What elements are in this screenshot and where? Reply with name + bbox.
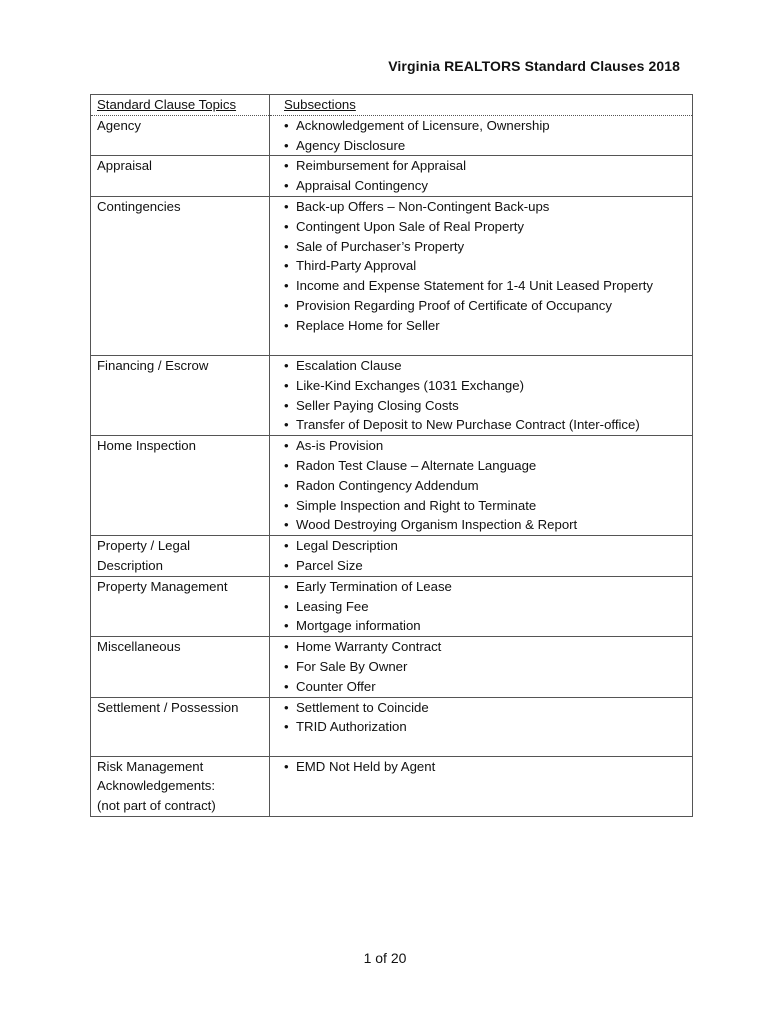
table-row — [91, 156, 693, 197]
subsection-list — [276, 577, 686, 636]
topic-risk-management-line-3: (not part of contract) — [97, 798, 216, 814]
list-item: • For Sale By Owner — [284, 657, 686, 677]
topic-cell — [91, 115, 270, 156]
table-row — [91, 436, 693, 536]
table-row — [91, 355, 693, 435]
page-number: 1 of 20 — [363, 950, 407, 966]
subsection-list — [276, 156, 686, 196]
table-row — [91, 756, 693, 816]
list-item: • Legal Description — [284, 536, 686, 556]
list-item: • Radon Test Clause – Alternate Language — [284, 456, 686, 476]
table-row — [91, 576, 693, 636]
topic-cell — [91, 637, 270, 697]
list-item: • Acknowledgement of Licensure, Ownership — [284, 116, 686, 136]
topic-home-inspection: Home Inspection — [97, 438, 196, 454]
list-item: • Settlement to Coincide — [284, 698, 686, 718]
topic-cell — [91, 196, 270, 355]
topic-risk-management-line-1: Risk Management — [97, 758, 204, 774]
topic-cell — [91, 156, 270, 197]
subsections-cell — [270, 536, 693, 577]
subsection-list — [276, 436, 686, 535]
table-row — [91, 115, 693, 156]
topic-settlement-possession: Settlement / Possession — [97, 699, 239, 715]
list-item: • As-is Provision — [284, 436, 686, 456]
list-item: • Early Termination of Lease — [284, 577, 686, 597]
subsection-list — [276, 356, 686, 435]
list-item: • Sale of Purchaser’s Property — [284, 237, 686, 257]
subsection-list — [276, 536, 686, 576]
subsections-cell — [270, 637, 693, 697]
list-item: • Radon Contingency Addendum — [284, 476, 686, 496]
list-item: • Seller Paying Closing Costs — [284, 396, 686, 416]
list-item: • Home Warranty Contract — [284, 637, 686, 657]
topic-appraisal: Appraisal — [97, 158, 152, 174]
list-item: • Parcel Size — [284, 556, 686, 576]
subsections-cell — [270, 756, 693, 816]
topic-miscellaneous: Miscellaneous — [97, 639, 181, 655]
list-item: • Provision Regarding Proof of Certificate of Occupancy — [284, 296, 686, 316]
list-item: • Third-Party Approval — [284, 256, 686, 276]
list-item: • TRID Authorization — [284, 717, 686, 737]
table-row — [91, 637, 693, 697]
list-item: • Transfer of Deposit to New Purchase Contract (Inter-office) — [284, 415, 686, 435]
subsections-cell — [270, 355, 693, 435]
subsection-list — [276, 698, 686, 738]
topic-contingencies: Contingencies — [97, 198, 181, 214]
subsection-list — [276, 637, 686, 696]
list-item: • Replace Home for Seller — [284, 316, 686, 336]
topic-property-legal-line-1: Property / Legal — [97, 538, 191, 554]
document-title: Virginia REALTORS Standard Clauses 2018 — [388, 58, 680, 74]
subsections-cell — [270, 156, 693, 197]
subsections-cell — [270, 576, 693, 636]
list-item: • Counter Offer — [284, 677, 686, 697]
subsection-list — [276, 757, 686, 777]
topic-cell — [91, 576, 270, 636]
topic-cell — [91, 436, 270, 536]
list-item: • Leasing Fee — [284, 597, 686, 617]
column-header-subsections: Subsections — [270, 95, 693, 116]
list-item: • Escalation Clause — [284, 356, 686, 376]
list-item: • Agency Disclosure — [284, 136, 686, 156]
table-row — [91, 536, 693, 577]
topic-cell — [91, 536, 270, 577]
topic-agency: Agency — [97, 117, 141, 133]
topic-cell — [91, 697, 270, 756]
subsection-list — [276, 116, 686, 156]
list-item: • Wood Destroying Organism Inspection & Report — [284, 515, 686, 535]
topic-cell — [91, 756, 270, 816]
table-row — [91, 697, 693, 756]
subsections-cell — [270, 697, 693, 756]
clauses-table — [90, 94, 693, 817]
topic-financing-escrow: Financing / Escrow — [97, 357, 209, 373]
list-item: • Like-Kind Exchanges (1031 Exchange) — [284, 376, 686, 396]
subsection-list — [276, 197, 686, 336]
list-item: • Simple Inspection and Right to Terminate — [284, 496, 686, 516]
list-item: • Reimbursement for Appraisal — [284, 156, 686, 176]
list-item: • Mortgage information — [284, 616, 686, 636]
subsections-cell — [270, 196, 693, 355]
list-item: • EMD Not Held by Agent — [284, 757, 686, 777]
subsections-cell — [270, 115, 693, 156]
list-item: • Back-up Offers – Non-Contingent Back-ups — [284, 197, 686, 217]
subsections-cell — [270, 436, 693, 536]
table-header-row — [91, 95, 693, 116]
topic-property-management: Property Management — [97, 578, 228, 594]
list-item: • Income and Expense Statement for 1-4 Unit Leased Property — [284, 276, 686, 296]
list-item: • Contingent Upon Sale of Real Property — [284, 217, 686, 237]
topic-property-legal-line-2: Description — [97, 557, 163, 573]
column-header-topics: Standard Clause Topics — [91, 95, 270, 116]
table-row — [91, 196, 693, 355]
topic-cell — [91, 355, 270, 435]
topic-risk-management-line-2: Acknowledgements: — [97, 778, 216, 794]
list-item: • Appraisal Contingency — [284, 176, 686, 196]
